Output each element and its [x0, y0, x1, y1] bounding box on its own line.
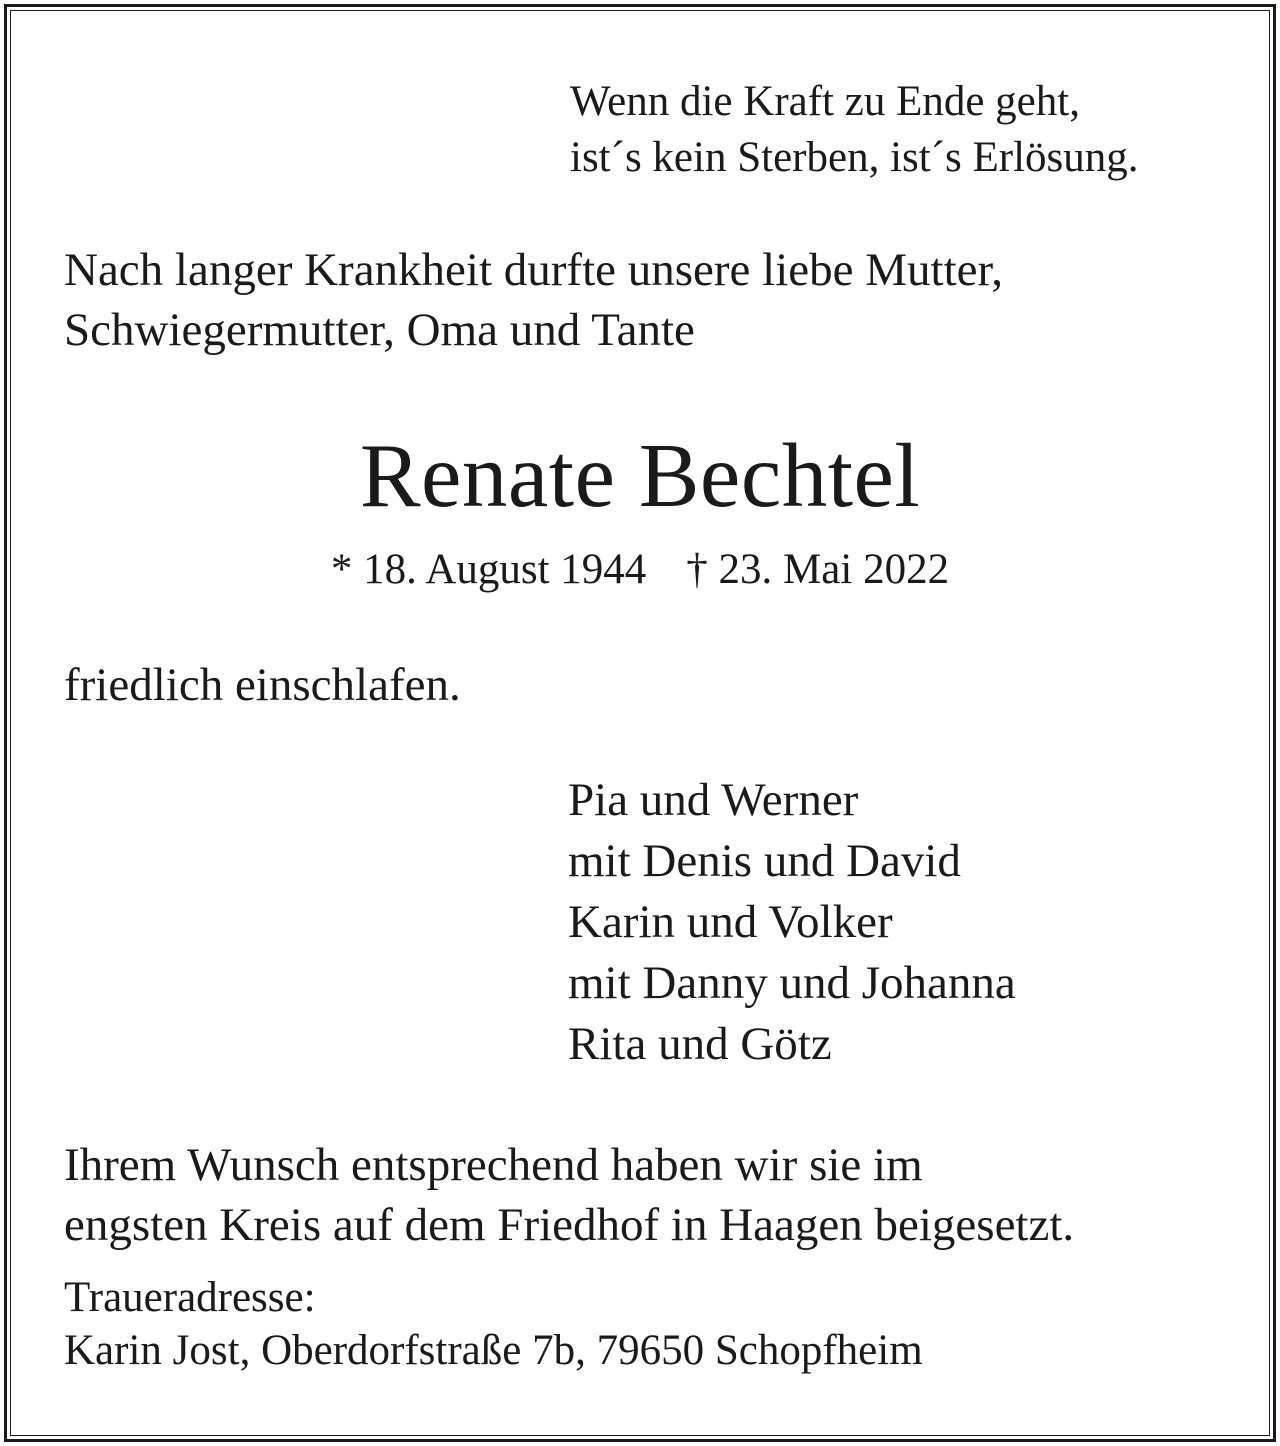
intro-line-2: Schwiegermutter, Oma und Tante: [64, 304, 695, 356]
motto-line-1: Wenn die Kraft zu Ende geht,: [570, 78, 1080, 125]
mourner-line: Pia und Werner: [568, 774, 859, 826]
mourner-line: mit Denis und David: [568, 835, 961, 887]
intro-line-1: Nach langer Krankheit durfte unsere liebe Mutter,: [64, 244, 1004, 296]
motto-line-2: ist´s kein Sterben, ist´s Erlösung.: [570, 134, 1139, 181]
notice-line-1: Ihrem Wunsch entsprechend haben wir sie im: [64, 1139, 923, 1191]
life-dates: [0, 548, 1280, 591]
mourner-line: mit Danny und Johanna: [568, 957, 1016, 1009]
birth-date: * 18. August 1944: [330, 546, 647, 593]
deceased-name: Renate Bechtel: [359, 425, 921, 526]
address-value: Karin Jost, Oberdorfstraße 7b, 79650 Schopfheim: [64, 1327, 923, 1374]
death-date: † 23. Mai 2022: [686, 546, 950, 593]
mourner-line: Karin und Volker: [568, 896, 893, 948]
mourner-line: Rita und Götz: [568, 1018, 832, 1070]
notice-line-2: engsten Kreis auf dem Friedhof in Haagen beigesetzt.: [64, 1199, 1075, 1251]
address-label: Traueradresse:: [64, 1274, 316, 1321]
closing-text: friedlich einschlafen.: [64, 659, 461, 711]
